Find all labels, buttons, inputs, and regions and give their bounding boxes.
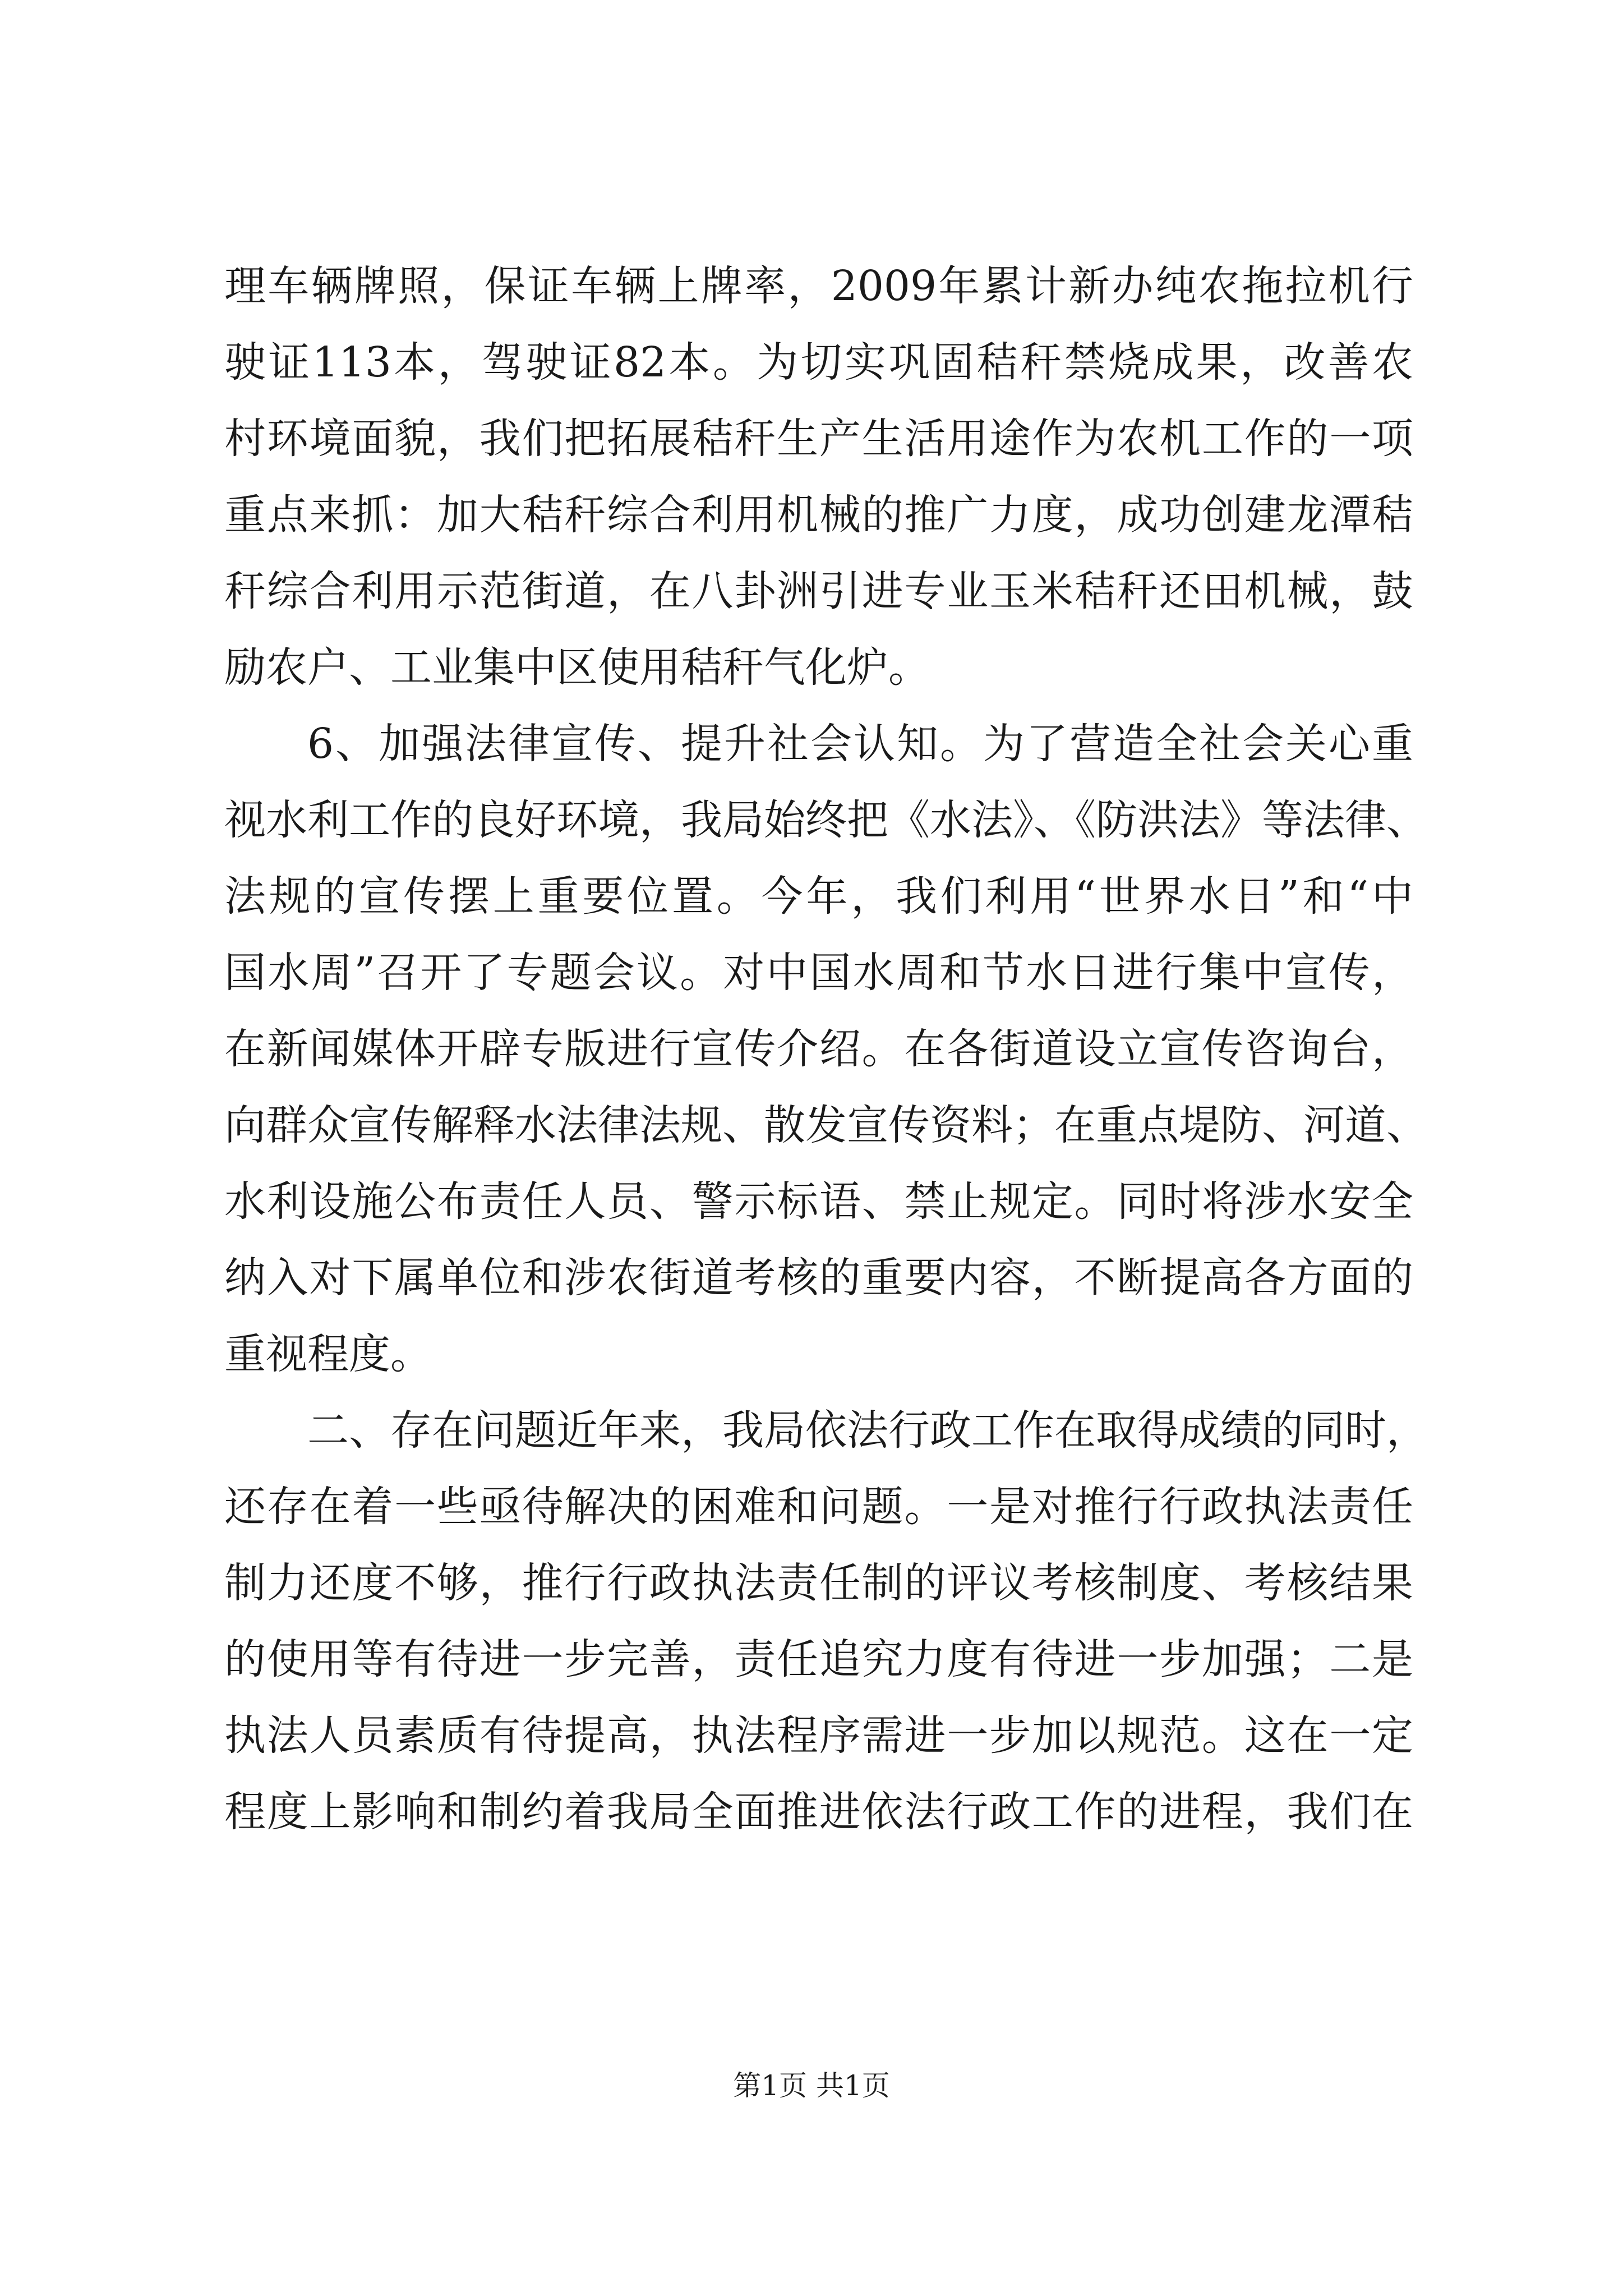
text-line: 驶证113本，驾驶证82本。为切实巩固秸秆禁烧成果，改善农	[224, 338, 1413, 386]
text-line: 二、存在问题近年来，我局依法行政工作在取得成绩的同时，	[307, 1406, 1428, 1455]
text-line: 在新闻媒体开辟专版进行宣传介绍。在各街道设立宣传咨询台，	[224, 1025, 1413, 1073]
text-line: 执法人员素质有待提高，执法程序需进一步加以规范。这在一定	[224, 1711, 1413, 1760]
text-line: 还存在着一些亟待解决的困难和问题。一是对推行行政执法责任	[224, 1483, 1413, 1531]
text-line: 秆综合利用示范街道，在八卦洲引进专业玉米秸秆还田机械，鼓	[224, 567, 1413, 615]
text-line: 的使用等有待进一步完善，责任追究力度有待进一步加强；二是	[224, 1635, 1413, 1683]
text-line: 程度上影响和制约着我局全面推进依法行政工作的进程，我们在	[224, 1788, 1413, 1836]
text-line: 6、加强法律宣传、提升社会认知。为了营造全社会关心重	[307, 720, 1413, 768]
text-line: 水利设施公布责任人员、警示标语、禁止规定。同时将涉水安全	[224, 1177, 1413, 1226]
text-line: 重点来抓：加大秸秆综合利用机械的推广力度，成功创建龙潭秸	[224, 491, 1413, 539]
body-text	[224, 248, 1428, 1850]
page-number: 第1页 共1页	[733, 2069, 890, 2102]
text-line: 国水周”召开了专题会议。对中国水周和节水日进行集中宣传，	[224, 949, 1413, 997]
text-line: 视水利工作的良好环境，我局始终把《水法》、《防洪法》等法律、	[224, 796, 1428, 844]
text-line: 制力还度不够，推行行政执法责任制的评议考核制度、考核结果	[224, 1559, 1413, 1607]
page-footer	[0, 2063, 1623, 2104]
text-line: 励农户、工业集中区使用秸秆气化炉。	[224, 643, 930, 692]
text-line: 理车辆牌照，保证车辆上牌率，2009年累计新办纯农拖拉机行	[224, 262, 1413, 310]
text-line: 法规的宣传摆上重要位置。今年，我们利用“世界水日”和“中	[224, 872, 1413, 921]
text-line: 村环境面貌，我们把拓展秸秆生产生活用途作为农机工作的一项	[224, 415, 1413, 463]
text-line: 向群众宣传解释水法律法规、散发宣传资料；在重点堤防、河道、	[224, 1101, 1428, 1149]
text-line: 重视程度。	[224, 1330, 432, 1378]
text-line: 纳入对下属单位和涉农街道考核的重要内容，不断提高各方面的	[224, 1254, 1413, 1302]
